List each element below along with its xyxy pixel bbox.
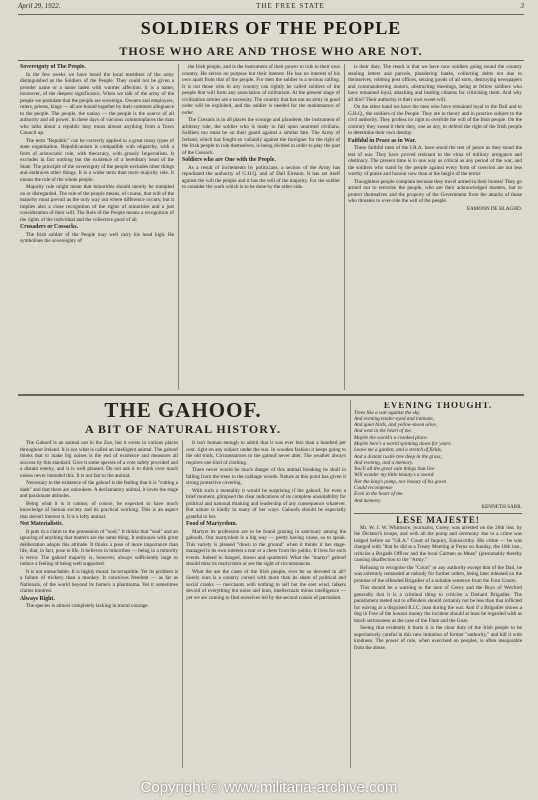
paragraph: Seeing that evidently it hurts it is the clear duty of the Irish people to be superlatively careful in this new imitation of former "authority," and kill it with kindness. The power of rule, when exercised on peoples, is often inseparable from the abuse. [354,625,522,651]
paragraph: Mr. W. J. W. Whitmore, journalist, Gorey, was arrested on the 26th inst. by the Dictator's troops, and with all the pomp and ceremony due to a crime was lodged before an "I.R.A." Court of Inquiry, Enniscorthy. His crime — he was charged with "that he did at a Treaty Meeting at Ferns on Sunday, the 16th inst., criticise a Brigade Officer and the local Carmen as Mean" (presumably thereby causing disaffection to the "Army." [354,524,522,564]
paragraph: Martyrs its profession are to be found grazing in sanctuary among the gahoofs. Our martyrdom is a big way — pretty having cause, so to speak. This variety is pleased "down to the ground" when it thinks it has stage-managed in its own interest a tear or a cheer from the public. It lives for such events. Indeed to hanged, drawn and quartered. What the "martyr" gahoof should miss its martyrdom or see the sight of circumstances. [186,528,346,567]
paper-name: THE FREE STATE [256,2,325,10]
paragraph: The Cossack is in all places the scourge and plunderer, the instrument of arbitrary rule, the soldier who is ready to fall upon unarmed civilians. Soldiers too must be on their guard against a similar fate. The Army of Ireland, which has fought so valiantly against the foreigner for the right of the Irish people to rule themselves, is being divided in order to play the part of the Cossack. [182,117,340,156]
paragraph: What the are the cases of the Irish people, ever be so devoted in all? Surely ours is a country cursed with more than its share of political and social cranks — merchants with nothing to sell but the east wind, talkers devoid of everything but noise and hunt, intellectuals minus intelligence — yet we are coming to find ourselves led by the second cousin of patriotism. [186,568,346,601]
subhead: Not Materialistic. [20,521,64,527]
paragraph: Being what it is it cannot, of course, be expected to have much knowledge of human society and its practical working. This is an aspect that doesn't interest it. It is a lofty animal. [20,500,178,520]
paragraph: The Irish soldier of the People may well carry his head high. He symbolises the sovereignty of [20,231,174,244]
paragraph: This should be a warning to the men of Gorey and the Boys of Wexford generally that it is a criminal thing to criticise a Diehard Brigadier. The punishment meted out to offenders should certainly not be less than that inflicted for waving at a disguised R.I.C. man during the war. And if a Brigadier shows a dog in Free of the honour money the incident should at least be regarded with as much seriousness as the case of the Flute and the Goat. [354,585,522,624]
page-number: 3 [520,2,524,10]
article-title: THE GAHOOF. [104,398,262,422]
poem [354,410,522,504]
poem-line: Maybe here's a world spinning down for years. [354,440,452,447]
box-title: LESE MAJESTE! [396,515,480,526]
paragraph: Refusing to recognise the "Court" or any authority except that of the Dail, he was solemnly remanded at nobody for further orders, being later released on the promise of the offended Brigadier of a suitable sentence from the Four Courts. [354,564,522,584]
subhead: Soldiers who are One with the People. [182,157,276,163]
column-rule [182,440,183,768]
running-head [18,2,524,15]
paragraph: On the other hand we have the men who have remained loyal to the Dail and to G.H.Q., the soldiers of the People. They are in theory and in practice subject to the civil authority. They profess no right to override the will of the Irish people. On the contrary they sweat it their duty, one as any, to defend the right of the Irish people to determine their own destiny. [348,104,522,136]
subhead: Sovereignty of The People. [20,64,86,70]
poem-line: And quiet birds, and yellow-moon alive, [354,422,437,429]
poem-line: Could recompense [354,485,393,492]
poem-line: Trees like a war against the sky, [354,409,421,416]
paragraph: These faithful men of the I.R.A. have stood the test of peace as they stood the test of war. They have proved resistant to the virus of military arrogance and obstinacy. The present time is in one way as critical as any period of the war, and the soldiers who stand by the people against every form of coercion are not less worthy of praise and honour now than at the height of the terror. [348,145,522,177]
column-rule [178,64,179,390]
poem-line: Even in the heart of me. [354,491,404,498]
section-rule [18,394,524,396]
subhead: Crusaders or Cossacks. [20,224,79,230]
subhead: Always Right. [20,595,55,602]
bottom-column-1 [20,440,178,768]
author-signature: EAMONN DE BLAGHD. [466,205,522,212]
column-rule [350,400,351,768]
bottom-column-2 [186,440,346,768]
paragraph: The species is almost completely lacking in moral courage. [26,603,149,609]
poem-title: EVENING THOUGHT. [383,402,493,410]
paragraph: It isn't human enough to admit that it was ever less than a hundred per cent. right on any subject under the sun. In wooden fashion it keeps going to the old track. Circumstances to the gahoof never alter. The weather always requires one kind of clothing. [186,440,346,466]
poem-line: Will wonder my little beauty's a sword. [354,472,435,479]
poem-signature: KENNETH SARR. [481,503,522,510]
top-column-2 [182,64,340,392]
box-rule [354,513,522,514]
poem-line: Leave me a garden, and a stretch of fields, [354,447,443,454]
paragraph: Necessary to the existence of the gahoof is the feeling that it is "cutting a dash" and that there are onlookers. A declamatory animal, it loves the stage and passionate attitudes. [20,480,178,499]
bottom-column-3 [354,402,522,768]
article-title: SOLDIERS OF THE PEOPLE [140,18,402,38]
poem-line: And memory. [354,497,382,504]
poem-line: And west in the heart of me. [354,428,413,435]
paragraph: With such a mentality it would be surprising if the gahoof, for even a brief moment, glimpsed the clear indications of its complete unsuitability for political and national thinking and leadership of any consequence whatever. But nature is kindly in many of her ways. Gahoofs should be especially grateful to her. [186,487,346,520]
paragraph: The term "Republic" can be correctly applied to a great many types of state organisation. Republicanism is compatible with oligarchy, with a form of aristocratic rule, with theocracy, with grossly Imperialism. It excludes in fact nothing but the existence of a hereditary head of the State. The principle of the sovereignty of the people excludes other things and embraces other things. It is a wider term than mere majority rule. It means the rule of the whole people. [20,137,174,183]
poem-line: Nor the king's pomp, nor beauty of his gown [354,478,447,485]
paragraph: Thoughtless people complain because they travel armed in their homes! They go armed not to terrorise the people, who are their acknowledged masters, but to protect themselves and the property of the Government from the attacks of those who threaten to over-ride the will of the people. [348,178,522,204]
paragraph: In the few weeks we have heard the local members of the army distinguished as the Soldiers of the People. They could not be given a prouder name or a name laden with warmer affection. It is a name, moreover, of the deepest significance. When we talk of the army of the people we postulate that the people are sovereign. Owners and employers, rulers, priests, kings — all are bound together by their common allegiance to the people. The people, the nation — the people is the source of all authority and all power. In these days of vacuous commonplaces the man who talks about a republic may mean almost anything from a Town Council up. [20,71,174,136]
top-column-1 [20,64,174,392]
subhead: Food of Martyrdom. [186,521,238,527]
poem-line: You'll all the great vain things that live [354,466,435,473]
poem-line: And evening tender-eyed and intimate, [354,415,435,422]
top-column-3 [348,64,522,392]
paragraph: The Gahoof is an animal not in the Zoo, but it exists in various places throughout Ireland. It is not what is called an intelligent animal. The gahoof thinks that to make big noises is the end of existence and measures all success by this standard. Give it some species of a vote safely provided and a distant enemy, and it is well pleased. Do not ask it to think over much unless never intended this. It is not fair to the animal. [20,440,178,479]
issue-date: April 29, 1922. [18,2,61,10]
subhead: Faithful in Peace as in War. [348,137,416,144]
paragraph: There never would be much danger of this animal breaking its skull in falling from the trees to the cabbage woods. Nature at this point has given it strong protective covering. [186,467,346,486]
paragraph: It is not unteachable. It is highly moral. Incorruptible. Yet its problem is a failure of trickery than a monkey. It conceives freedom — as far as Nationals, of the world beyond its home's a phantasma. Yet it sometimes claims kindred. [20,568,178,594]
poem-line: And a distant rustle tree deep in the grass, [354,453,442,460]
poem-line: And evening, and a memory. [354,459,414,466]
paragraph: Majority rule might mean that minorities should merely be trampled on or disregarded. The rule of the people means, of course, that will of the majority must prevail as the only way out where difference occurs; but it implies also a close recognition of the rights of minorities and a just consideration of their will. The Rule of the People means a recognition of the rights of the individual and the collective good of all. [20,184,174,223]
paragraph: As a result of incitements by politicians, a section of the Army has repudiated the authority of G.H.Q. and of Dail Eireann. It has set itself against the will the people and it has the will of the majority. For the soldier to consider the work which is to be done by the other side. [182,164,340,190]
column-rule [344,64,345,390]
paragraph: is their duty. The result is that we have now soldiers going round the country stealing letters and parcels, plundering banks, collecting debts not due to themselves, robbing post offices, seizing goods of all sorts, destroying newspapers and commandeering motors, obstructing meetings, being at fellow soldiers who have remained loyal, attacking and beating citizens for criticising them. And why all this? Their authority is their own sweet will. [348,64,522,103]
article-subtitle: THOSE WHO ARE AND THOSE WHO ARE NOT. [119,44,423,58]
title-rule [18,60,524,61]
poem-line: Maybe the world's a crooked place. [354,434,428,441]
paragraph: the Irish people, and is the instrument of their power to rule in their own country. He serves no purpose but their interest. He has no interest of his own apart from that of the people. For men the soldier is a serious calling. It is not those who in any country can rightly be called soldiers of the people that will form any association of militarism. At the present stage of civilisation armies are a necessity. The country that has not an army in good order will be exploited, and the soldier is needed for the maintenance of order. [182,64,340,116]
article-subtitle: A BIT OF NATURAL HISTORY. [84,422,282,436]
paragraph: It puts in a claim to the possession of "soul." It thinks that "soul" and an ignoring of anything that matters are the same thing. It embraces with great deliberation adopts this attitude. It thinks a pose of more importance than life, that, in fact, pose is life. It believes in minorities — being in a minority is terror. The gahoof majority is, however, always sufficiently large to induce a feeling of being well supported. [20,528,178,567]
copyright-watermark: Copyright © www.militaria-archive.com [140,779,398,796]
